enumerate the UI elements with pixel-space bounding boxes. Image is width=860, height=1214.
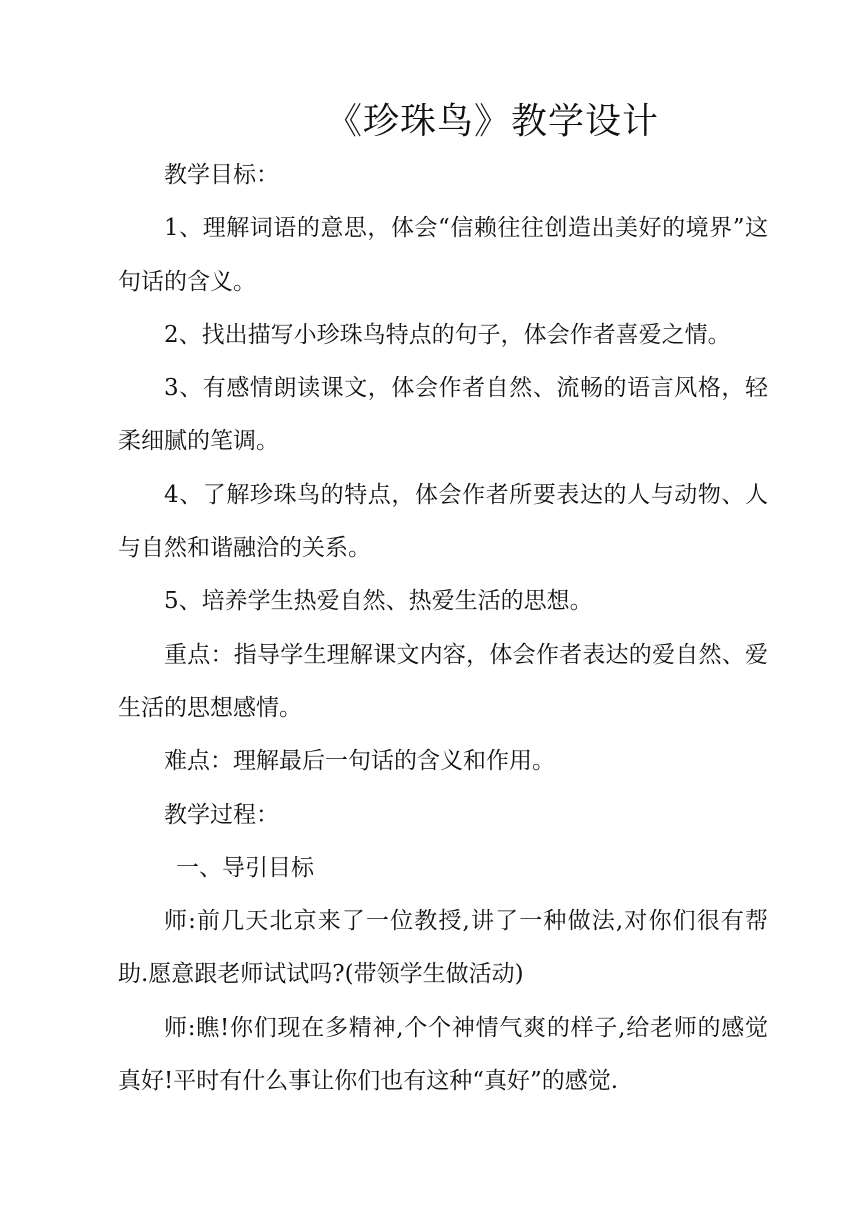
paragraph-section-1-heading: 一、导引目标 [176, 854, 314, 881]
paragraph-goal-5: 5、培养学生热爱自然、热爱生活的思想。 [164, 588, 593, 615]
paragraph-teaching-goals-heading: 教学目标： [164, 162, 279, 188]
paragraph-key-point: 重点：指导学生理解课文内容，体会作者表达的爱自然、爱生活的思想感情。 [118, 641, 768, 721]
paragraph-goal-4: 4、了解珍珠鸟的特点，体会作者所要表达的人与动物、人与自然和谐融洽的关系。 [118, 481, 768, 562]
paragraph-teacher-line-1: 师:前几天北京来了一位教授,讲了一种做法,对你们很有帮助.愿意跟老师试试吗?(带领学生做活动) [118, 908, 768, 988]
paragraph-goal-2: 2、找出描写小珍珠鸟特点的句子，体会作者喜爱之情。 [164, 321, 731, 348]
paragraph-teacher-line-2: 师:瞧!你们现在多精神,个个神情气爽的样子,给老师的感觉真好!平时有什么事让你们也有这种“真好”的感觉. [118, 1014, 768, 1095]
paragraph-process-heading: 教学过程： [164, 801, 279, 828]
document-body [118, 149, 768, 1108]
paragraph-goal-3: 3、有感情朗读课文，体会作者自然、流畅的语言风格，轻柔细腻的笔调。 [118, 375, 768, 455]
paragraph-goal-1: 1、理解词语的意思，体会“信赖往往创造出美好的境界”这句话的含义。 [118, 215, 768, 295]
document-title: 《珍珠鸟》教学设计 [326, 101, 660, 142]
paragraph-difficulty: 难点：理解最后一句话的含义和作用。 [164, 748, 555, 775]
